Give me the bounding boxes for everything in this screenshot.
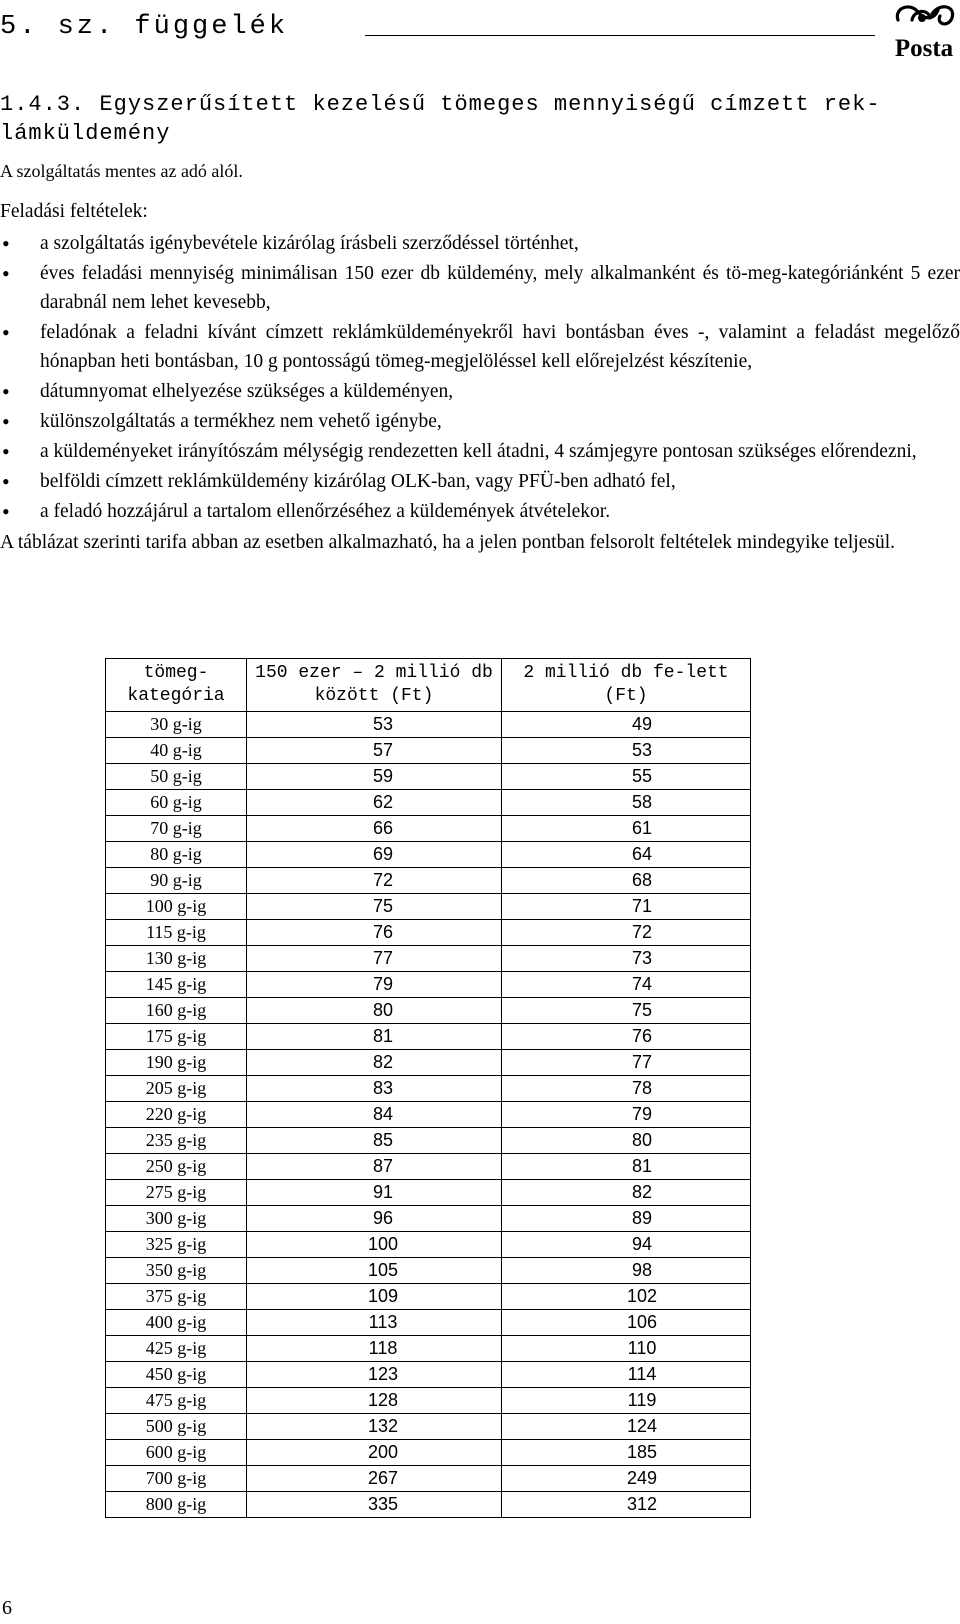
table-row [106,1414,751,1440]
table-row [106,764,751,790]
table-row [106,1102,751,1128]
weight-cell: 425 g-ig [106,1336,247,1362]
condition-item: • feladónak a feladni kívánt címzett reklámküldeményekről havi bontásban éves -, valamint a feladást megelőző hónapban heti bontásban, 10 g pontosságú tömeg-megjelöléssel kell előrejelzést készítenie, [0,318,960,376]
price-tier-2-cell: 98 [502,1258,751,1284]
price-tier-2-cell: 55 [502,764,751,790]
svg-text:Posta: Posta [894,35,954,62]
price-tier-2-cell: 53 [502,738,751,764]
table-row [106,1310,751,1336]
price-tier-1-cell: 77 [247,946,502,972]
weight-cell: 300 g-ig [106,1206,247,1232]
appendix-title: 5. sz. függelék [0,12,289,42]
price-tier-2-cell: 106 [502,1310,751,1336]
price-tier-1-cell: 69 [247,842,502,868]
weight-cell: 600 g-ig [106,1440,247,1466]
table-row [106,998,751,1024]
condition-item: • a szolgáltatás igénybevétele kizárólag írásbeli szerződéssel történhet, [0,229,960,258]
condition-item: • belföldi címzett reklámküldemény kizárólag OLK-ban, vagy PFÜ-ben adható fel, [0,467,960,496]
weight-cell: 325 g-ig [106,1232,247,1258]
price-tier-2-cell: 75 [502,998,751,1024]
price-tier-2-cell: 114 [502,1362,751,1388]
weight-cell: 90 g-ig [106,868,247,894]
weight-cell: 70 g-ig [106,816,247,842]
weight-cell: 100 g-ig [106,894,247,920]
price-tier-2-cell: 79 [502,1102,751,1128]
price-tier-1-cell: 105 [247,1258,502,1284]
price-tier-1-cell: 62 [247,790,502,816]
price-tier-1-cell: 96 [247,1206,502,1232]
price-tier-2-cell: 82 [502,1180,751,1206]
price-tier-1-cell: 66 [247,816,502,842]
weight-cell: 450 g-ig [106,1362,247,1388]
conditions-heading: Feladási feltételek: [0,201,148,222]
conditions-block [0,197,960,557]
weight-cell: 700 g-ig [106,1466,247,1492]
table-row [106,972,751,998]
table-row [106,920,751,946]
weight-cell: 30 g-ig [106,712,247,738]
price-tier-1-cell: 91 [247,1180,502,1206]
condition-item: • a küldeményeket irányítószám mélységig rendezetten kell átadni, 4 számjegyre pontosan szükséges előrendezni, [0,437,960,466]
weight-cell: 40 g-ig [106,738,247,764]
weight-cell: 80 g-ig [106,842,247,868]
price-tier-1-cell: 80 [247,998,502,1024]
condition-item: • dátumnyomat elhelyezése szükséges a küldeményen, [0,377,960,406]
price-tier-1-cell: 335 [247,1492,502,1518]
conditions-list [0,229,960,526]
price-tier-2-cell: 102 [502,1284,751,1310]
weight-cell: 475 g-ig [106,1388,247,1414]
price-tier-2-cell: 58 [502,790,751,816]
header-rule [365,35,875,36]
price-tier-2-cell: 110 [502,1336,751,1362]
price-tier-1-cell: 113 [247,1310,502,1336]
price-tier-2-cell: 80 [502,1128,751,1154]
table-row [106,1466,751,1492]
price-tier-1-cell: 132 [247,1414,502,1440]
price-tier-1-cell: 57 [247,738,502,764]
price-tier-2-cell: 64 [502,842,751,868]
table-row [106,1206,751,1232]
table-row [106,894,751,920]
weight-cell: 175 g-ig [106,1024,247,1050]
header-weight-category: tömeg-kategória [106,659,247,712]
price-tier-2-cell: 78 [502,1076,751,1102]
conditions-closing: A táblázat szerinti tarifa abban az esetben alkalmazható, ha a jelen pontban felsorolt feltételek mindegyike teljesül. [0,532,896,553]
weight-cell: 205 g-ig [106,1076,247,1102]
table-row [106,842,751,868]
table-row [106,1284,751,1310]
table-row [106,1232,751,1258]
table-row [106,1076,751,1102]
price-tier-1-cell: 84 [247,1102,502,1128]
weight-cell: 50 g-ig [106,764,247,790]
price-tier-2-cell: 49 [502,712,751,738]
page-number: 6 [2,1597,12,1619]
price-tier-1-cell: 267 [247,1466,502,1492]
price-tier-1-cell: 79 [247,972,502,998]
tariff-table-body [106,712,751,1518]
weight-cell: 250 g-ig [106,1154,247,1180]
table-row [106,738,751,764]
price-tier-1-cell: 200 [247,1440,502,1466]
tax-note: A szolgáltatás mentes az adó alól. [0,161,243,181]
section-title: 1.4.3. Egyszerűsített kezelésű tömeges mennyiségű címzett rek-lámküldemény [0,92,881,146]
table-row [106,816,751,842]
price-tier-2-cell: 76 [502,1024,751,1050]
price-tier-2-cell: 71 [502,894,751,920]
price-tier-2-cell: 185 [502,1440,751,1466]
header-volume-tier-1: 150 ezer – 2 millió db között (Ft) [247,659,502,712]
weight-cell: 500 g-ig [106,1414,247,1440]
table-row [106,712,751,738]
price-tier-1-cell: 118 [247,1336,502,1362]
header-volume-tier-2: 2 millió db fe-lett (Ft) [502,659,751,712]
price-tier-2-cell: 119 [502,1388,751,1414]
table-row [106,1440,751,1466]
price-tier-1-cell: 123 [247,1362,502,1388]
price-tier-1-cell: 128 [247,1388,502,1414]
price-tier-1-cell: 81 [247,1024,502,1050]
price-tier-2-cell: 68 [502,868,751,894]
weight-cell: 145 g-ig [106,972,247,998]
table-row [106,1388,751,1414]
table-row [106,1128,751,1154]
table-row [106,946,751,972]
table-row [106,1362,751,1388]
condition-item: • éves feladási mennyiség minimálisan 150 ezer db küldemény, mely alkalmanként és tö-meg-kategóriánként 5 ezer darabnál nem lehet kevesebb, [0,259,960,317]
table-row [106,1024,751,1050]
price-tier-1-cell: 100 [247,1232,502,1258]
table-row [106,1336,751,1362]
price-tier-1-cell: 75 [247,894,502,920]
condition-item: • különszolgáltatás a termékhez nem vehető igénybe, [0,407,960,436]
price-tier-1-cell: 85 [247,1128,502,1154]
price-tier-1-cell: 87 [247,1154,502,1180]
price-tier-2-cell: 61 [502,816,751,842]
posta-logo [888,0,960,62]
weight-cell: 115 g-ig [106,920,247,946]
weight-cell: 375 g-ig [106,1284,247,1310]
price-tier-2-cell: 94 [502,1232,751,1258]
price-tier-2-cell: 77 [502,1050,751,1076]
table-header-row [106,659,751,712]
price-tier-1-cell: 59 [247,764,502,790]
condition-item: • a feladó hozzájárul a tartalom ellenőrzéséhez a küldemények átvételekor. [0,497,960,526]
weight-cell: 130 g-ig [106,946,247,972]
table-row [106,790,751,816]
table-row [106,1154,751,1180]
weight-cell: 350 g-ig [106,1258,247,1284]
price-tier-2-cell: 81 [502,1154,751,1180]
price-tier-1-cell: 82 [247,1050,502,1076]
weight-cell: 190 g-ig [106,1050,247,1076]
table-row [106,1492,751,1518]
price-tier-1-cell: 83 [247,1076,502,1102]
table-row [106,1050,751,1076]
weight-cell: 60 g-ig [106,790,247,816]
price-tier-1-cell: 72 [247,868,502,894]
price-tier-2-cell: 73 [502,946,751,972]
price-tier-1-cell: 76 [247,920,502,946]
price-tier-2-cell: 124 [502,1414,751,1440]
price-tier-1-cell: 53 [247,712,502,738]
weight-cell: 235 g-ig [106,1128,247,1154]
weight-cell: 800 g-ig [106,1492,247,1518]
table-row [106,868,751,894]
tariff-table [105,658,751,1518]
table-row [106,1258,751,1284]
price-tier-2-cell: 89 [502,1206,751,1232]
price-tier-2-cell: 74 [502,972,751,998]
weight-cell: 220 g-ig [106,1102,247,1128]
price-tier-1-cell: 109 [247,1284,502,1310]
table-row [106,1180,751,1206]
weight-cell: 160 g-ig [106,998,247,1024]
weight-cell: 400 g-ig [106,1310,247,1336]
weight-cell: 275 g-ig [106,1180,247,1206]
price-tier-2-cell: 72 [502,920,751,946]
price-tier-2-cell: 249 [502,1466,751,1492]
price-tier-2-cell: 312 [502,1492,751,1518]
